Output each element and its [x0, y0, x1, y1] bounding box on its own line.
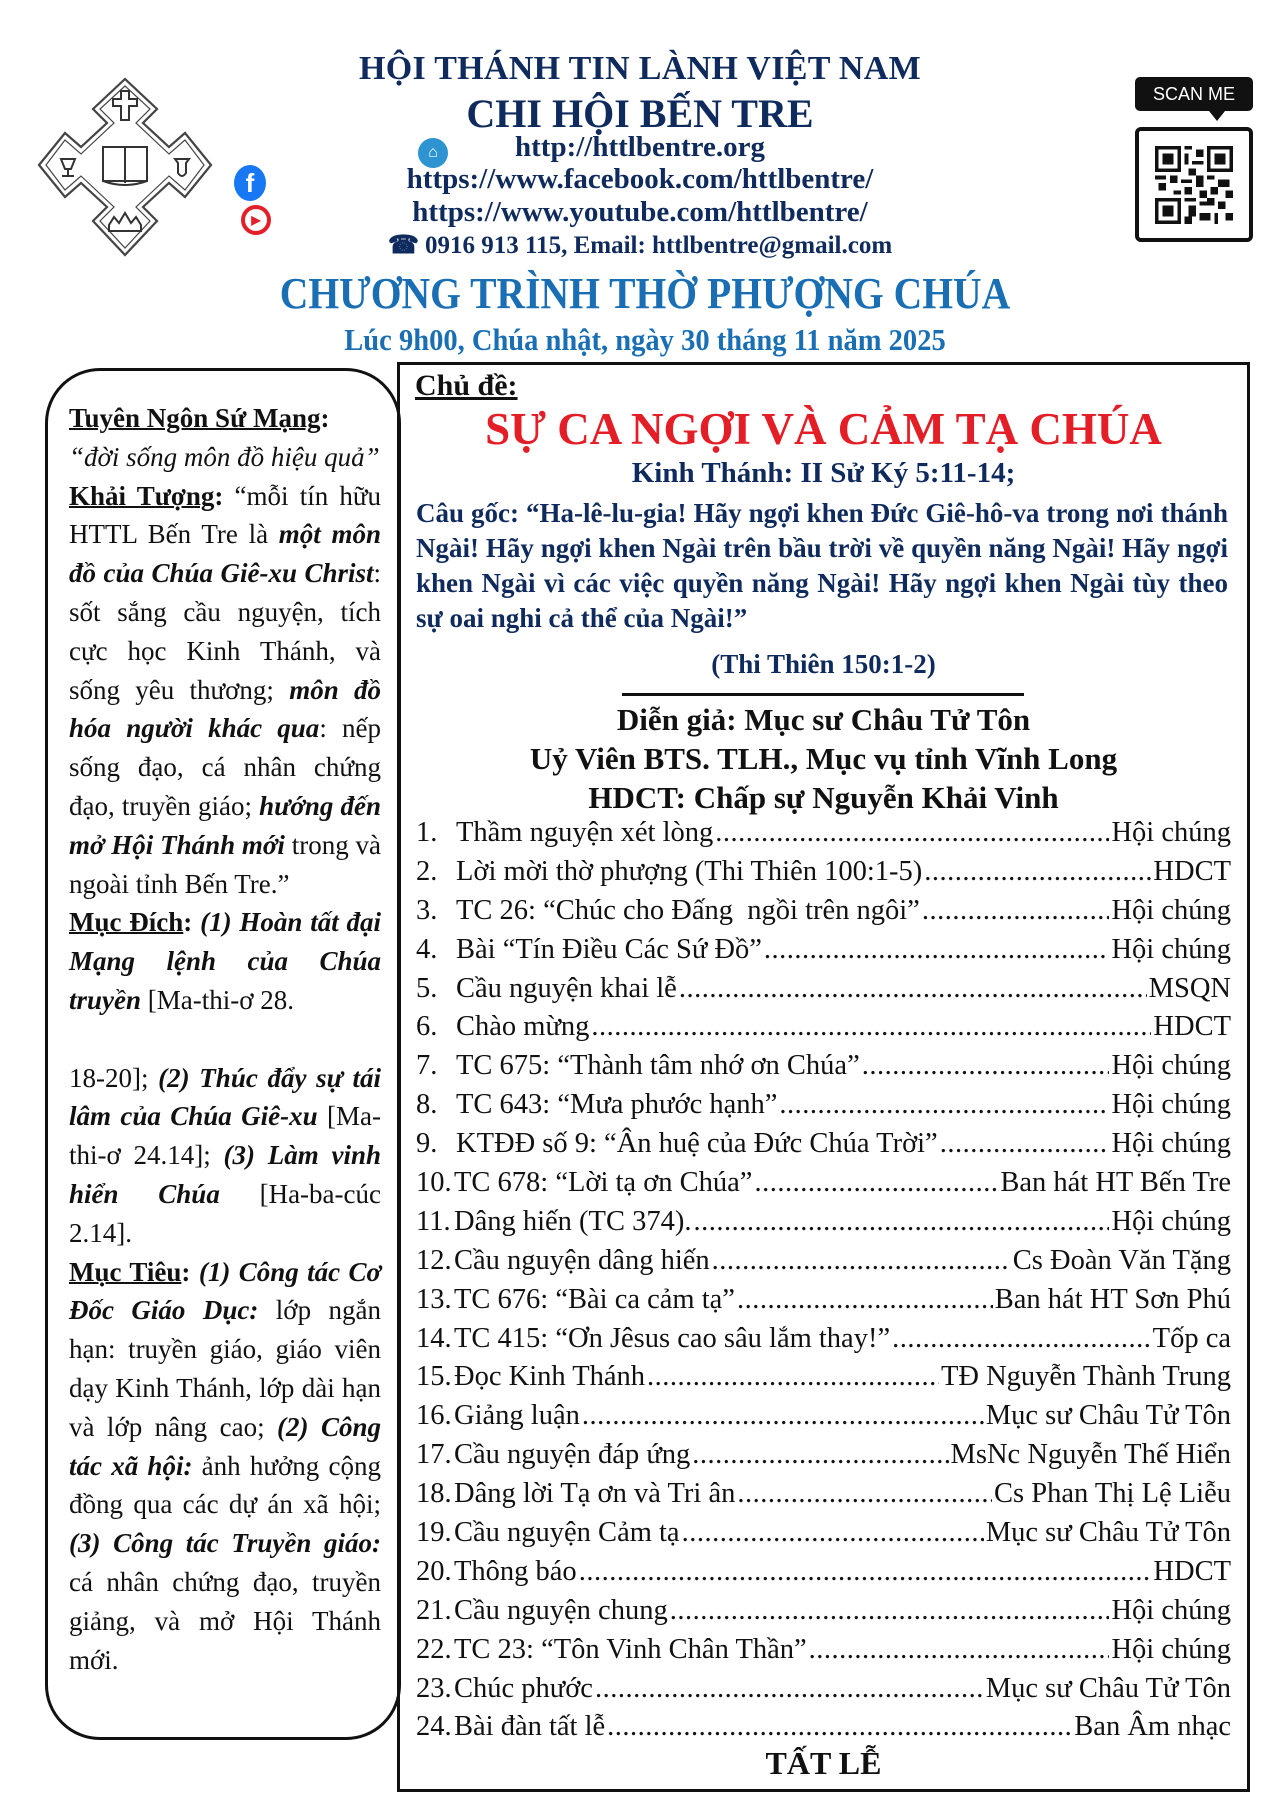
vision-text: trong và ngoài tỉnh Bến Tre.” — [69, 829, 381, 899]
program-item-responsible: Hội chúng — [1111, 1633, 1231, 1665]
program-item-responsible: Mục sư Châu Tử Tôn — [985, 1672, 1231, 1704]
vision-label: Khải Tượng — [69, 480, 215, 511]
program-item — [416, 1556, 1231, 1595]
program-item — [416, 1206, 1231, 1245]
dot-leader — [922, 895, 1110, 927]
dot-leader — [940, 1128, 1110, 1160]
dot-leader — [737, 1284, 993, 1316]
service-datetime: Lúc 9h00, Chúa nhật, ngày 30 tháng 11 năm 2025 — [344, 322, 946, 357]
program-item-responsible: Mục sư Châu Tử Tôn — [985, 1400, 1231, 1432]
dot-leader — [737, 1478, 992, 1510]
program-item-number: 1. — [416, 817, 438, 848]
program-item-number: 3. — [416, 894, 438, 926]
mission-label: Tuyên Ngôn Sứ Mạng — [69, 403, 321, 433]
program-item-number: 24. — [416, 1711, 452, 1743]
program-item-title: Lời mời thờ phượng (Thi Thiên 100:1-5) — [456, 855, 923, 887]
program-panel — [397, 362, 1250, 1792]
purpose-statement-cont — [69, 1059, 381, 1253]
key-verse: Câu gốc: “Ha-lê-lu-gia! Hãy ngợi khen Đức Giê-hô-va trong nơi thánh Ngài! Hãy ngợi khen Ngài trên bầu trời về quyền năng Ngài! Hãy ngợi khen Ngài vì các việc quyền năng Ngài! Hãy ngợi khen Ngài tùy theo sự oai nghi cả thể của Ngài!” — [416, 498, 1228, 633]
program-item-number: 7. — [416, 1050, 438, 1082]
key-verse-reference: (Thi Thiên 150:1-2) — [711, 649, 936, 679]
program-item-responsible: Hội chúng — [1111, 817, 1231, 848]
sermon-theme: SỰ CA NGỢI VÀ CẢM TẠ CHÚA — [485, 404, 1162, 454]
program-item — [416, 973, 1231, 1012]
program-item-number: 10. — [416, 1167, 452, 1199]
website-link[interactable]: http://httlbentre.org — [515, 131, 765, 163]
dot-leader — [779, 1089, 1109, 1121]
program-item-number: 16. — [416, 1400, 452, 1432]
purpose-label: Mục Đích — [69, 907, 184, 938]
dot-leader — [682, 1517, 984, 1549]
purpose-emphasis: (3) Làm vinh hiển Chúa — [69, 1140, 382, 1209]
dot-leader — [607, 1711, 1072, 1743]
program-item-number: 20. — [416, 1555, 452, 1587]
program-item-responsible: Hội chúng — [1111, 1050, 1231, 1082]
program-item-responsible: Hội chúng — [1111, 1128, 1231, 1160]
goals-emphasis: (1) Công tác Cơ Đốc Giáo Dục: — [69, 1256, 381, 1326]
program-item — [416, 1167, 1231, 1206]
program-item — [416, 1323, 1231, 1362]
program-item-title: Cầu nguyện chung — [454, 1594, 668, 1626]
program-item — [416, 1361, 1231, 1400]
dot-leader — [892, 1323, 1151, 1355]
goals-emphasis: (2) Công tác xã hội: — [69, 1411, 381, 1481]
purpose-text: 18-20]; — [69, 1062, 159, 1093]
program-item-title: Chào mừng — [456, 1011, 590, 1043]
program-item-title: Thầm nguyện xét lòng — [456, 817, 714, 848]
purpose-emphasis: (2) Thúc đẩy sự tái lâm của Chúa Giê-xu — [69, 1062, 381, 1132]
mission-text-block — [69, 399, 381, 1679]
program-item — [416, 1089, 1231, 1128]
program-item-title: Cầu nguyện Cảm tạ — [454, 1517, 680, 1549]
program-item-title: TC 415: “Ơn Jêsus cao sâu lắm thay!” — [454, 1322, 891, 1354]
program-item-number: 6. — [416, 1011, 438, 1043]
goals-emphasis: (3) Công tác Truyền giáo: — [69, 1528, 381, 1559]
vision-statement: Khải Tượng: “mỗi tín hữu HTTL Bến Tre là một môn đồ của Chúa Giê-xu Christ: sốt sắng cầu nguyện, tích cực học Kinh Thánh, và sống yêu thương; môn đồ hóa người khác qua: nếp sống đạo, cá nhân chứng đạo, truyền giáo; hướng đến mở Hội Thánh mới trong và ngoài tỉnh Bến Tre.” — [69, 480, 382, 899]
program-item-responsible: Hội chúng — [1111, 894, 1231, 926]
program-item — [416, 1050, 1231, 1089]
youtube-link[interactable]: https://www.youtube.com/httlbentre/ — [412, 196, 868, 228]
dot-leader — [924, 856, 1151, 888]
church-logo — [35, 75, 215, 260]
dot-leader — [712, 1245, 1011, 1277]
purpose-text: [Ma-thi-ơ 28. — [141, 984, 295, 1015]
program-item-title: Giảng luận — [454, 1400, 580, 1432]
program-item-number: 11. — [416, 1205, 451, 1237]
program-item-title: TC 643: “Mưa phước hạnh” — [456, 1089, 778, 1121]
dot-leader — [692, 1439, 948, 1471]
program-item — [416, 934, 1231, 973]
vision-text: : sốt sắng cầu nguyện, tích cực học Kinh Thánh, và sống yêu thương; — [69, 558, 381, 705]
program-item-title: KTĐĐ số 9: “Ân huệ của Đức Chúa Trời” — [456, 1128, 938, 1160]
dot-leader — [693, 1206, 1109, 1238]
program-item — [416, 1517, 1231, 1556]
program-item — [416, 817, 1231, 856]
home-icon[interactable]: ⌂ — [418, 138, 448, 168]
qr-code-icon — [1155, 143, 1233, 227]
program-item-responsible: Ban hát HT Bến Tre — [1000, 1167, 1231, 1199]
program-item-responsible: Hội chúng — [1111, 1594, 1231, 1626]
vision-text: “mỗi tín hữu HTTL Bến Tre là — [69, 480, 381, 550]
program-item-title: Đọc Kinh Thánh — [454, 1361, 646, 1393]
program-item — [416, 1673, 1231, 1712]
host: HDCT: Chấp sự Nguyễn Khải Vinh — [588, 780, 1059, 815]
program-item-number: 4. — [416, 933, 438, 965]
youtube-icon[interactable]: ▶ — [241, 205, 271, 235]
vision-emphasis: môn đồ hóa người khác qua — [69, 674, 381, 744]
facebook-icon[interactable]: f — [234, 165, 266, 201]
program-item-number: 2. — [416, 855, 438, 887]
dot-leader — [582, 1400, 984, 1432]
program-item — [416, 856, 1231, 895]
program-item-title: Bài “Tín Điều Các Sứ Đồ” — [456, 933, 762, 965]
program-item-responsible: Hội chúng — [1111, 933, 1231, 965]
dot-leader — [715, 817, 1109, 849]
program-item-responsible: MSQN — [1148, 972, 1231, 1004]
program-item-responsible: HDCT — [1153, 1555, 1231, 1587]
program-item-number: 15. — [416, 1361, 452, 1393]
dot-leader — [595, 1673, 984, 1705]
closing-label: TẤT LỄ — [765, 1745, 882, 1781]
branch-name: CHI HỘI BẾN TRE — [466, 91, 814, 136]
purpose-text: [Ha-ba-cúc 2.14]. — [69, 1178, 381, 1248]
program-item-responsible: Hội chúng — [1111, 1089, 1231, 1121]
program-item — [416, 1439, 1231, 1478]
goals-text: lớp ngắn hạn: truyền giáo, giáo viên dạy Kinh Thánh, lớp dài hạn và lớp nâng cao; — [69, 1295, 381, 1442]
theme-label: Chủ đề: — [415, 369, 518, 402]
phone-icon: ☎ — [387, 232, 419, 259]
dot-leader — [764, 934, 1110, 966]
badge-pointer — [1209, 111, 1225, 121]
program-item-number: 19. — [416, 1517, 452, 1549]
goals-label: Mục Tiêu — [69, 1256, 182, 1287]
program-item — [416, 1284, 1231, 1323]
program-item-title: Cầu nguyện dâng hiến — [454, 1244, 710, 1276]
scan-me-badge: SCAN ME — [1135, 77, 1253, 111]
program-item — [416, 1478, 1231, 1517]
contact-text: 0916 913 115, Email: httlbentre@gmail.com — [424, 232, 893, 259]
goals-text: cá nhân chứng đạo, truyền giảng, và mở Hội Thánh mới. — [69, 1566, 381, 1675]
mission-statement: Tuyên Ngôn Sứ Mạng: “đời sống môn đồ hiệu quả” — [69, 403, 380, 472]
speaker: Diễn giả: Mục sư Châu Tử Tôn — [616, 702, 1031, 737]
mission-text: “đời sống môn đồ hiệu quả” — [69, 441, 380, 472]
program-item-responsible: MsNc Nguyễn Thế Hiển — [950, 1439, 1231, 1471]
program-item-title: Dâng hiến (TC 374). — [454, 1205, 692, 1237]
program-item-number: 23. — [416, 1672, 452, 1704]
program-item-title: Bài đàn tất lễ — [454, 1711, 606, 1743]
program-item-responsible: HDCT — [1153, 1011, 1231, 1043]
program-item-number: 17. — [416, 1439, 452, 1471]
program-item-title: TC 675: “Thành tâm nhớ ơn Chúa” — [456, 1050, 860, 1082]
purpose-statement: Mục Đích: (1) Hoàn tất đại Mạng lệnh của Chúa truyền [Ma-thi-ơ 28. — [69, 907, 382, 1015]
dot-leader — [647, 1361, 939, 1393]
dot-leader — [579, 1556, 1152, 1588]
dot-leader — [862, 1050, 1110, 1082]
program-item-title: TC 678: “Lời tạ ơn Chúa” — [454, 1167, 753, 1199]
program-item-number: 12. — [416, 1244, 452, 1276]
program-item — [416, 1245, 1231, 1284]
program-item-responsible: HDCT — [1153, 855, 1231, 887]
goals-statement: Mục Tiêu: (1) Công tác Cơ Đốc Giáo Dục: lớp ngắn hạn: truyền giáo, giáo viên dạy Kinh Thánh, lớp dài hạn và lớp nâng cao; (2) Công tác xã hội: ảnh hưởng cộng đồng qua các dự án xã hội; (3) Công tác Truyền giáo: cá nhân chứng đạo, truyền giảng, và mở Hội Thánh mới. — [69, 1256, 381, 1675]
organization-name: HỘI THÁNH TIN LÀNH VIỆT NAM — [359, 50, 921, 87]
dot-leader — [670, 1595, 1110, 1627]
program-item-responsible: TĐ Nguyễn Thành Trung — [940, 1361, 1231, 1393]
vision-emphasis: hướng đến mở Hội Thánh mới — [69, 790, 382, 860]
goals-text: ảnh hưởng cộng đồng qua các dự án xã hội; — [69, 1450, 381, 1520]
program-item-number: 22. — [416, 1633, 452, 1665]
program-item-number: 8. — [416, 1089, 438, 1121]
program-item-number: 5. — [416, 972, 438, 1004]
program-item — [416, 1595, 1231, 1634]
mission-panel — [45, 368, 401, 1740]
purpose-text: [Ma-thi-ơ 24.14]; — [69, 1101, 381, 1171]
program-item-responsible: Ban hát HT Sơn Phú — [994, 1283, 1231, 1315]
divider — [622, 693, 1024, 696]
contact-line — [300, 230, 980, 260]
page-title: CHƯƠNG TRÌNH THỜ PHƯỢNG CHÚA — [279, 269, 1011, 318]
program-item-number: 21. — [416, 1594, 452, 1626]
program-item-number: 9. — [416, 1128, 438, 1160]
purpose-emphasis: (1) Hoàn tất đại Mạng lệnh của Chúa truyền — [69, 907, 382, 1015]
program-item-title: TC 26: “Chúc cho Đấng ngồi trên ngôi” — [456, 894, 920, 926]
program-list — [416, 817, 1231, 1750]
program-item-number: 18. — [416, 1478, 452, 1510]
dot-leader — [809, 1634, 1110, 1666]
blank-line — [69, 1020, 381, 1059]
dot-leader — [754, 1167, 998, 1199]
program-item-responsible: Mục sư Châu Tử Tôn — [985, 1517, 1231, 1549]
program-item — [416, 1011, 1231, 1050]
speaker-role: Uỷ Viên BTS. TLH., Mục vụ tỉnh Vĩnh Long — [529, 741, 1118, 776]
program-item — [416, 1400, 1231, 1439]
facebook-link[interactable]: https://www.facebook.com/httlbentre/ — [406, 163, 874, 195]
dot-leader — [679, 973, 1147, 1005]
program-item-title: Cầu nguyện đáp ứng — [454, 1439, 691, 1471]
program-item-responsible: Cs Đoàn Văn Tặng — [1012, 1244, 1231, 1276]
program-item-title: Chúc phước — [454, 1672, 593, 1704]
church-emblem-icon — [35, 75, 215, 260]
program-item-responsible: Cs Phan Thị Lệ Liễu — [994, 1478, 1231, 1510]
program-item-responsible: Hội chúng — [1111, 1205, 1231, 1237]
program-item-title: TC 676: “Bài ca cảm tạ” — [454, 1283, 735, 1315]
program-item-title: Cầu nguyện khai lễ — [456, 972, 677, 1004]
vision-text: : nếp sống đạo, cá nhân chứng đạo, truyền giáo; — [69, 713, 381, 821]
program-item — [416, 895, 1231, 934]
program-item-responsible: Tốp ca — [1152, 1322, 1231, 1354]
program-item-number: 13. — [416, 1283, 452, 1315]
program-item — [416, 1128, 1231, 1167]
program-item-number: 14. — [416, 1322, 452, 1354]
program-item-responsible: Ban Âm nhạc — [1074, 1711, 1231, 1743]
scripture-reference: Kinh Thánh: II Sử Ký 5:11-14; — [631, 457, 1016, 489]
program-item-title: Dâng lời Tạ ơn và Tri ân — [454, 1478, 736, 1510]
program-item — [416, 1634, 1231, 1673]
program-item-title: Thông báo — [454, 1555, 577, 1587]
program-item-title: TC 23: “Tôn Vinh Chân Thần” — [454, 1633, 807, 1665]
qr-code-frame[interactable] — [1135, 127, 1253, 242]
vision-emphasis: một môn đồ của Chúa Giê-xu Christ — [69, 519, 381, 589]
dot-leader — [591, 1011, 1151, 1043]
